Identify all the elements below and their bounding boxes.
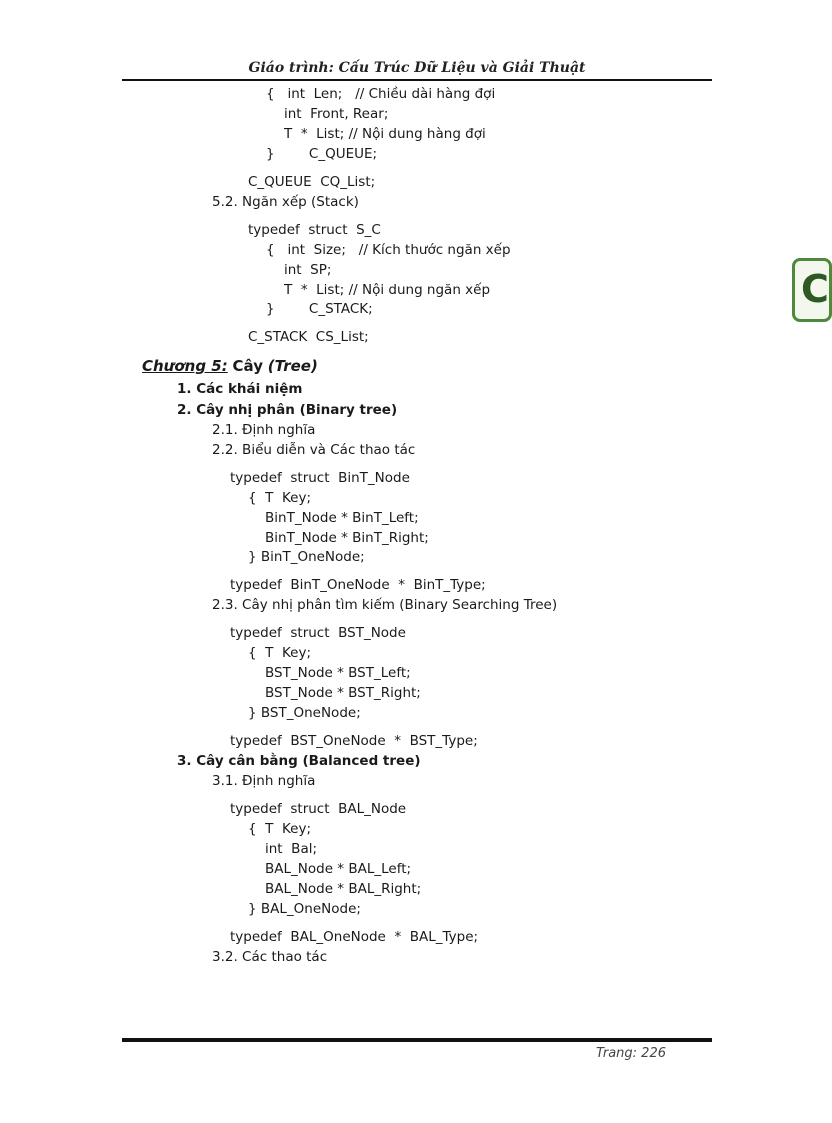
code-line: BAL_Node * BAL_Left; xyxy=(265,861,412,877)
page-header-title: Giáo trình: Cấu Trúc Dữ Liệu và Giải Thuật xyxy=(248,60,586,76)
code-line: BinT_Node * BinT_Right; xyxy=(265,530,429,546)
code-line: } C_STACK; xyxy=(266,301,373,317)
code-line: } BAL_OneNode; xyxy=(248,901,361,917)
code-line: int Front, Rear; xyxy=(284,106,389,122)
code-line: int Bal; xyxy=(265,841,318,857)
subsection-heading: 2.1. Định nghĩa xyxy=(212,422,316,438)
code-line: { T Key; xyxy=(248,645,312,661)
code-line: T * List; // Nội dung ngăn xếp xyxy=(284,282,491,298)
code-line: typedef BAL_OneNode * BAL_Type; xyxy=(230,929,479,945)
subsection-heading: 2.3. Cây nhị phân tìm kiếm (Binary Searching Tree) xyxy=(212,597,558,613)
subsection-heading: 3.1. Định nghĩa xyxy=(212,773,316,789)
section-heading: 3. Cây cân bằng (Balanced tree) xyxy=(177,753,421,769)
code-line: BAL_Node * BAL_Right; xyxy=(265,881,422,897)
code-line: T * List; // Nội dung hàng đợi xyxy=(284,126,486,142)
side-tab-glyph: C xyxy=(801,267,829,311)
code-line: } BST_OneNode; xyxy=(248,705,361,721)
code-line: typedef struct S_C xyxy=(248,222,381,238)
code-line: typedef BST_OneNode * BST_Type; xyxy=(230,733,478,749)
footer-rule xyxy=(122,1038,712,1042)
code-line: BST_Node * BST_Right; xyxy=(265,685,421,701)
code-line: typedef struct BAL_Node xyxy=(230,801,407,817)
code-line: { T Key; xyxy=(248,490,312,506)
section-heading: 1. Các khái niệm xyxy=(177,381,303,397)
section-heading: 5.2. Ngăn xếp (Stack) xyxy=(212,194,359,210)
code-line: C_QUEUE CQ_List; xyxy=(248,174,376,190)
chapter-label: Chương 5: xyxy=(142,357,228,375)
code-line: { int Len; // Chiều dài hàng đợi xyxy=(266,86,496,102)
subsection-heading: 2.2. Biểu diễn và Các thao tác xyxy=(212,442,416,458)
code-line: int SP; xyxy=(284,262,332,278)
code-line: typedef struct BinT_Node xyxy=(230,470,410,486)
chapter-subtitle: (Tree) xyxy=(267,357,318,375)
code-line: } C_QUEUE; xyxy=(266,146,378,162)
code-line: C_STACK CS_List; xyxy=(248,329,369,345)
page-number: Trang: 226 xyxy=(595,1046,666,1061)
code-line: BinT_Node * BinT_Left; xyxy=(265,510,419,526)
subsection-heading: 3.2. Các thao tác xyxy=(212,949,328,965)
code-line: BST_Node * BST_Left; xyxy=(265,665,411,681)
section-heading: 2. Cây nhị phân (Binary tree) xyxy=(177,402,398,418)
code-line: typedef BinT_OneNode * BinT_Type; xyxy=(230,577,486,593)
code-line: } BinT_OneNode; xyxy=(248,549,365,565)
side-tab xyxy=(792,258,832,322)
code-line: { int Size; // Kích thước ngăn xếp xyxy=(266,242,511,258)
chapter-title: Cây xyxy=(232,357,263,375)
chapter-heading xyxy=(142,357,318,375)
header-rule xyxy=(122,79,712,81)
code-line: typedef struct BST_Node xyxy=(230,625,406,641)
code-line: { T Key; xyxy=(248,821,312,837)
